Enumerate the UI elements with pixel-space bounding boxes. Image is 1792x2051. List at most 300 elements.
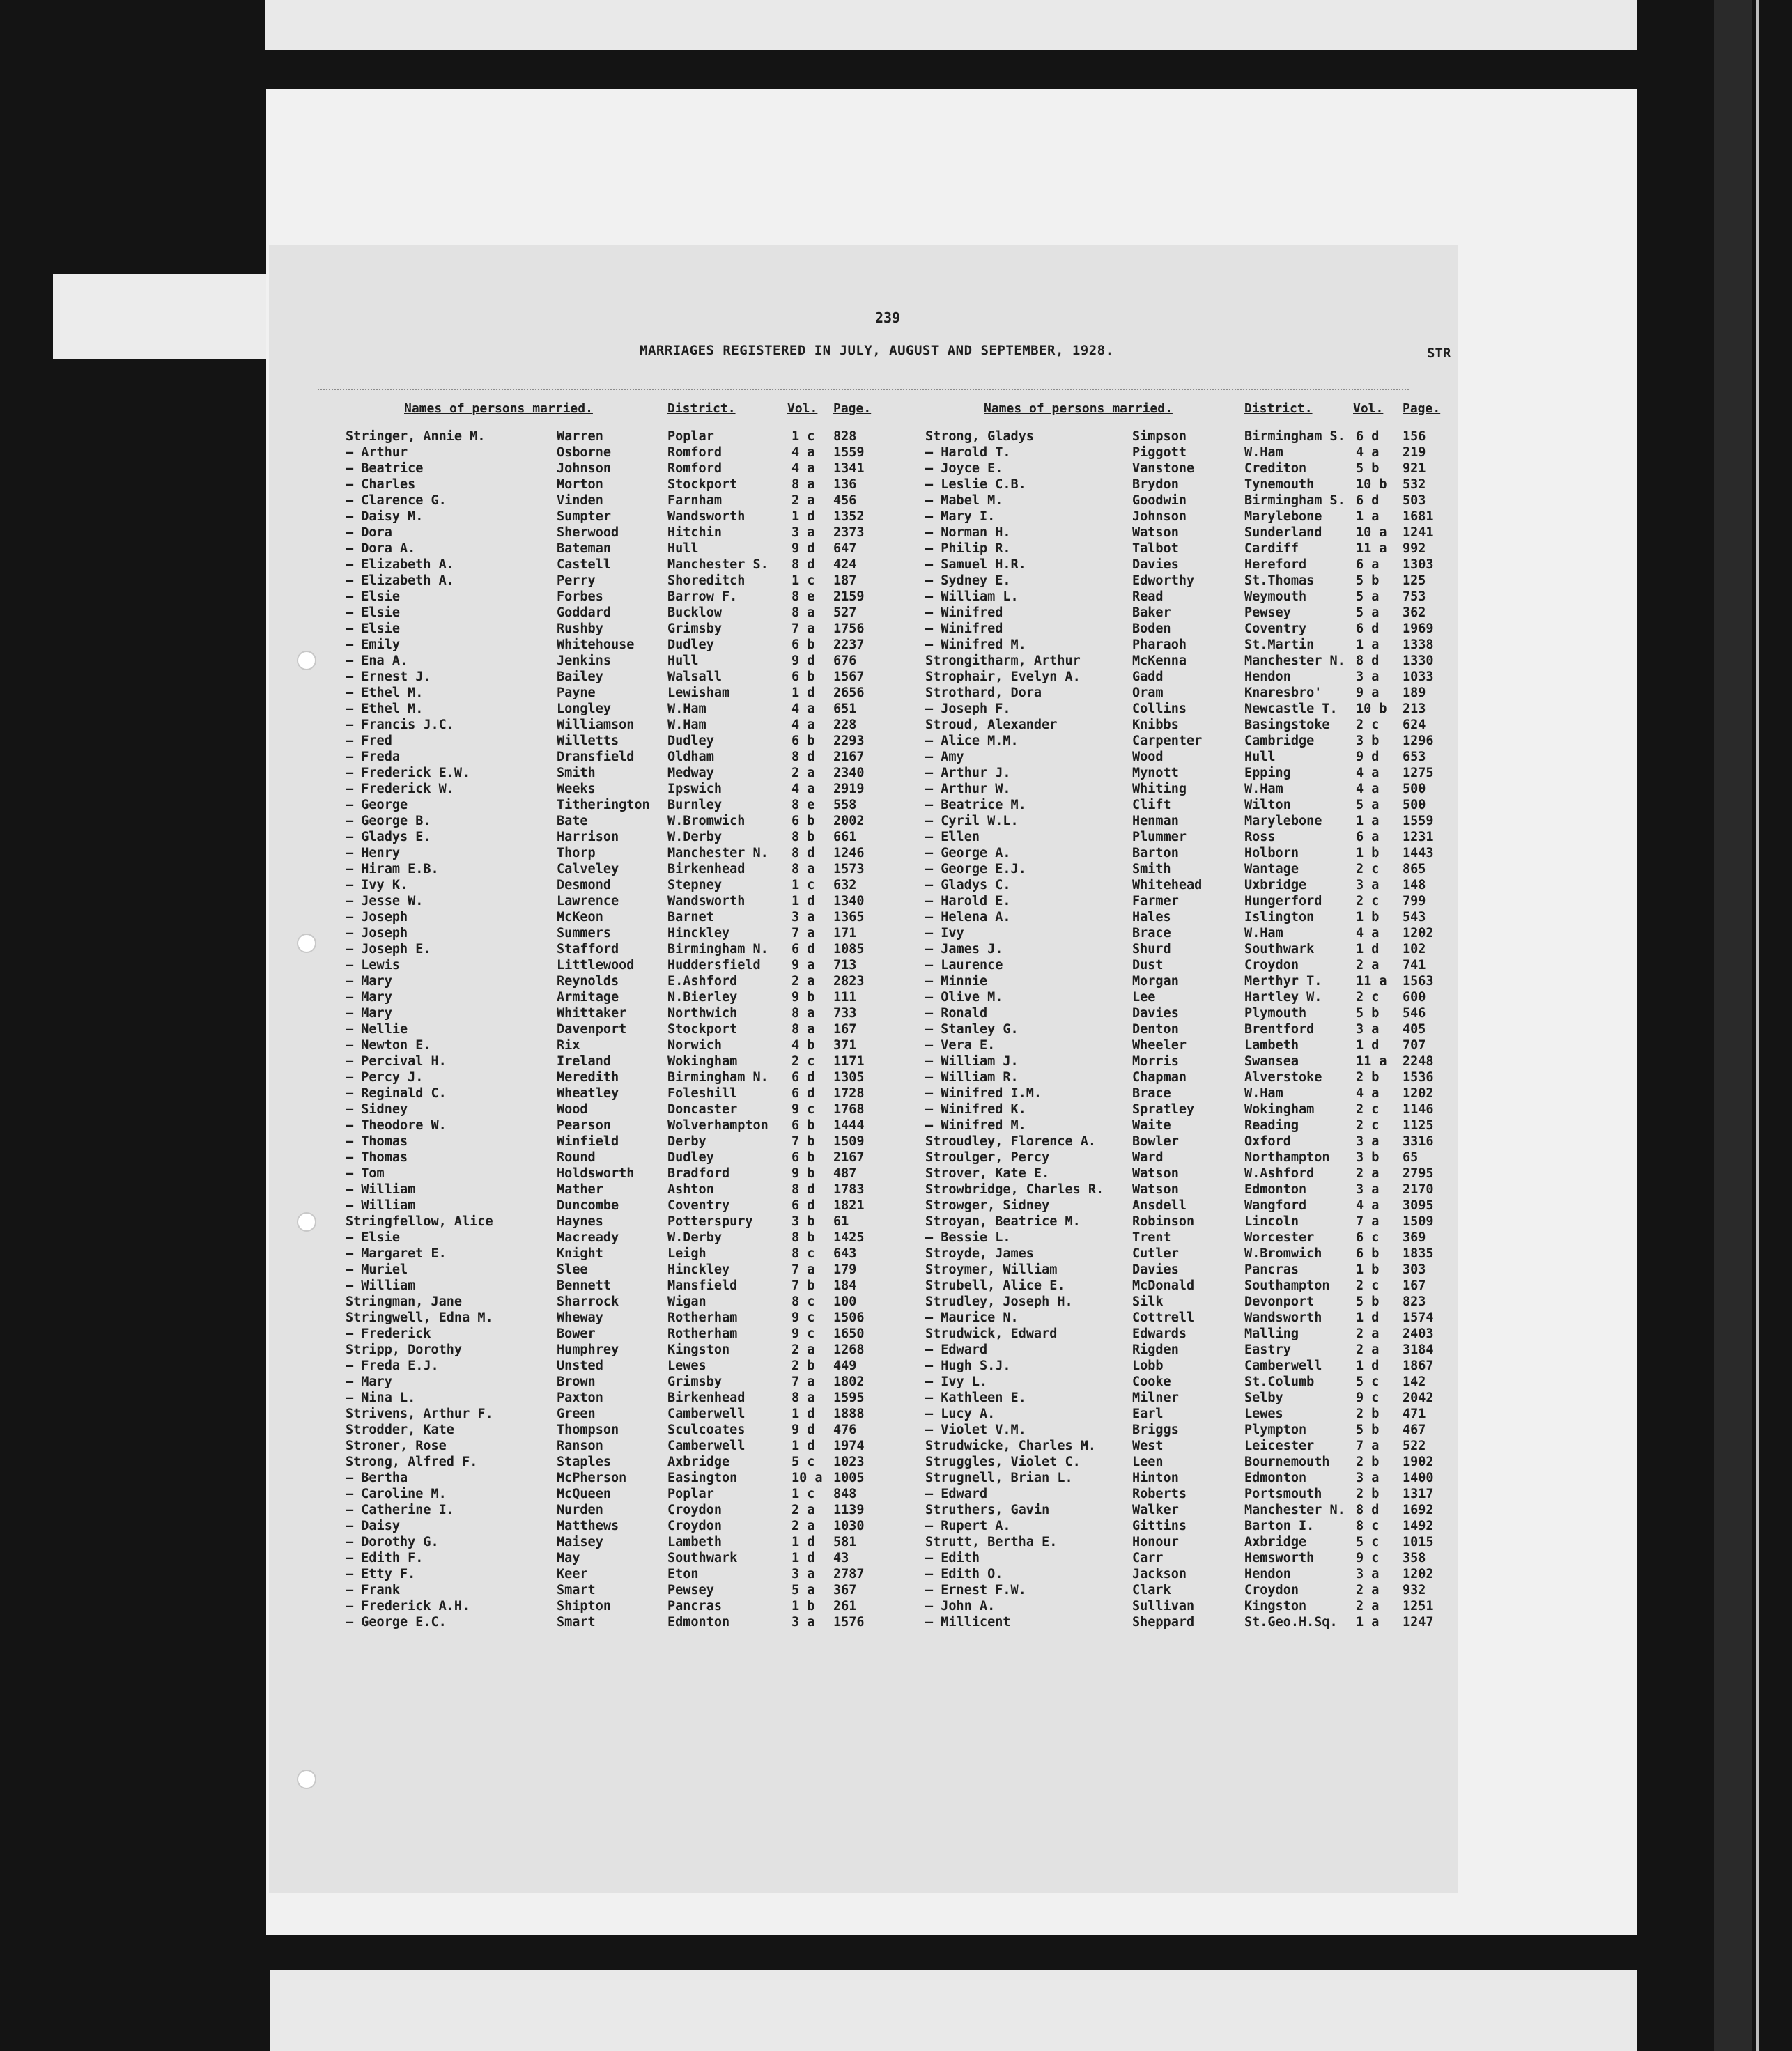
volume: 1 d xyxy=(1356,1359,1380,1373)
volume: 11 a xyxy=(1356,1054,1387,1069)
entry-name: — William R. xyxy=(925,1070,1019,1085)
page-ref: 171 xyxy=(833,926,857,941)
page-ref: 2002 xyxy=(833,814,865,828)
spouse-surname: Pharaoh xyxy=(1132,637,1187,652)
volume: 2 a xyxy=(791,1342,815,1357)
page-ref: 1247 xyxy=(1403,1615,1434,1630)
entry-name: — George E.C. xyxy=(346,1615,447,1630)
spouse-surname: Jenkins xyxy=(557,653,611,668)
spouse-surname: Rix xyxy=(557,1038,580,1053)
spouse-surname: Perry xyxy=(557,573,596,588)
spouse-surname: Lawrence xyxy=(557,894,619,908)
district: Foleshill xyxy=(667,1086,738,1101)
spouse-surname: Briggs xyxy=(1132,1423,1179,1437)
page-ref: 1246 xyxy=(833,846,865,860)
district: Edmonton xyxy=(1244,1471,1307,1485)
entry-name: — Samuel H.R. xyxy=(925,557,1026,572)
district: Croydon xyxy=(667,1519,722,1533)
entry-name: Strugnell, Brian L. xyxy=(925,1471,1073,1485)
spouse-surname: Holdsworth xyxy=(557,1166,635,1181)
page-ref: 1444 xyxy=(833,1118,865,1133)
spouse-surname: Farmer xyxy=(1132,894,1179,908)
district: Medway xyxy=(667,766,714,780)
page-ref: 651 xyxy=(833,702,857,716)
entry-name: — Millicent xyxy=(925,1615,1011,1630)
entry-name: — Catherine I. xyxy=(346,1503,454,1517)
page-ref: 1400 xyxy=(1403,1471,1434,1485)
spouse-surname: Calveley xyxy=(557,862,619,876)
page-ref: 3184 xyxy=(1403,1342,1434,1357)
district: Croydon xyxy=(667,1503,722,1517)
volume: 9 b xyxy=(791,990,815,1005)
volume: 9 c xyxy=(791,1326,815,1341)
page-ref: 1251 xyxy=(1403,1599,1434,1613)
entry-name: Strivens, Arthur F. xyxy=(346,1407,493,1421)
entry-name: — Edith xyxy=(925,1551,980,1565)
entry-name: — Philip R. xyxy=(925,541,1011,556)
entry-name: — Percy J. xyxy=(346,1070,424,1085)
volume: 1 d xyxy=(791,1439,815,1453)
page-ref: 3316 xyxy=(1403,1134,1434,1149)
spouse-surname: Payne xyxy=(557,686,596,700)
spouse-surname: Barton xyxy=(1132,846,1179,860)
spouse-surname: Milner xyxy=(1132,1391,1179,1405)
district: Reading xyxy=(1244,1118,1299,1133)
entry-name: — Emily xyxy=(346,637,400,652)
district: Birmingham N. xyxy=(667,942,768,957)
names-header: Names of persons married. xyxy=(984,401,1173,416)
film-edge xyxy=(1714,0,1752,2051)
page-ref: 1681 xyxy=(1403,509,1434,524)
district: Derby xyxy=(667,1134,706,1149)
spouse-surname: McDonald xyxy=(1132,1278,1195,1293)
page-ref: 1443 xyxy=(1403,846,1434,860)
volume: 8 e xyxy=(791,798,815,812)
spouse-surname: Cooke xyxy=(1132,1375,1171,1389)
entry-name: — Daisy M. xyxy=(346,509,424,524)
volume: 6 b xyxy=(791,734,815,748)
volume: 4 a xyxy=(1356,782,1380,796)
volume: 1 d xyxy=(1356,942,1380,957)
entry-name: — Cyril W.L. xyxy=(925,814,1019,828)
district: Wolverhampton xyxy=(667,1118,768,1133)
spouse-surname: Watson xyxy=(1132,1182,1179,1197)
district: Worcester xyxy=(1244,1230,1315,1245)
spouse-surname: Shurd xyxy=(1132,942,1171,957)
district-header: District. xyxy=(667,401,736,416)
entry-name: — Jesse W. xyxy=(346,894,424,908)
spouse-surname: Baker xyxy=(1132,605,1171,620)
district: Alverstoke xyxy=(1244,1070,1322,1085)
spouse-surname: Matthews xyxy=(557,1519,619,1533)
district: W.Bromwich xyxy=(1244,1246,1322,1261)
district: Manchester N. xyxy=(1244,1503,1345,1517)
entry-name: — Mary xyxy=(346,1006,392,1021)
page-ref: 1241 xyxy=(1403,525,1434,540)
volume: 8 d xyxy=(1356,653,1380,668)
entry-name: — Frederick A.H. xyxy=(346,1599,470,1613)
spouse-surname: Boden xyxy=(1132,621,1171,636)
entry-name: — Elsie xyxy=(346,621,400,636)
page-ref: 1768 xyxy=(833,1102,865,1117)
page-ref: 1268 xyxy=(833,1342,865,1357)
page-ref: 65 xyxy=(1403,1150,1419,1165)
header-rule xyxy=(318,389,1409,390)
volume: 2 c xyxy=(1356,1278,1380,1293)
volume: 1 d xyxy=(791,1535,815,1549)
page-ref: 1296 xyxy=(1403,734,1434,748)
district: W.Ham xyxy=(1244,445,1283,460)
spouse-surname: Staples xyxy=(557,1455,611,1469)
district: Wokingham xyxy=(667,1054,738,1069)
page-ref: 2248 xyxy=(1403,1054,1434,1069)
spouse-surname: Watson xyxy=(1132,525,1179,540)
volume: 4 a xyxy=(1356,445,1380,460)
district: Edmonton xyxy=(667,1615,730,1630)
spouse-surname: Ansdell xyxy=(1132,1198,1187,1213)
district: Shoreditch xyxy=(667,573,746,588)
page-ref: 865 xyxy=(1403,862,1426,876)
volume: 9 a xyxy=(791,958,815,973)
entry-name: — Dora A. xyxy=(346,541,416,556)
spouse-surname: Trent xyxy=(1132,1230,1171,1245)
page-ref: 1425 xyxy=(833,1230,865,1245)
volume: 5 b xyxy=(1356,461,1380,476)
entry-name: — Beatrice M. xyxy=(925,798,1026,812)
volume: 9 c xyxy=(1356,1391,1380,1405)
district: Pewsey xyxy=(667,1583,714,1597)
punch-hole xyxy=(297,651,316,670)
volume: 4 a xyxy=(1356,1086,1380,1101)
volume: 1 c xyxy=(791,573,815,588)
district: Northwich xyxy=(667,1006,738,1021)
page-number: 239 xyxy=(875,309,901,326)
page-ref: 848 xyxy=(833,1487,857,1501)
page-header: Page. xyxy=(1403,401,1441,416)
spouse-surname: Lobb xyxy=(1132,1359,1164,1373)
spouse-surname: Bate xyxy=(557,814,588,828)
volume: 5 a xyxy=(1356,798,1380,812)
volume: 6 d xyxy=(791,1070,815,1085)
spouse-surname: Bowler xyxy=(1132,1134,1179,1149)
page-ref: 1888 xyxy=(833,1407,865,1421)
volume: 2 a xyxy=(1356,1599,1380,1613)
district: Barrow F. xyxy=(667,589,738,604)
spouse-surname: Whiting xyxy=(1132,782,1187,796)
spouse-surname: Hinton xyxy=(1132,1471,1179,1485)
entry-name: — Joseph xyxy=(346,910,408,924)
spouse-surname: Ward xyxy=(1132,1150,1164,1165)
district: Hendon xyxy=(1244,670,1291,684)
entry-name: — Daisy xyxy=(346,1519,400,1533)
spouse-surname: Longley xyxy=(557,702,611,716)
volume: 3 b xyxy=(791,1214,815,1229)
spouse-surname: Smart xyxy=(557,1583,596,1597)
spouse-surname: Meredith xyxy=(557,1070,619,1085)
page-ref: 1033 xyxy=(1403,670,1434,684)
page-ref: 1352 xyxy=(833,509,865,524)
volume: 4 a xyxy=(1356,1198,1380,1213)
spouse-surname: Sharrock xyxy=(557,1294,619,1309)
page-ref: 1330 xyxy=(1403,653,1434,668)
page-ref: 456 xyxy=(833,493,857,508)
spouse-surname: Oram xyxy=(1132,686,1164,700)
volume: 8 a xyxy=(791,1006,815,1021)
volume: 2 c xyxy=(1356,1102,1380,1117)
entry-name: — Harold E. xyxy=(925,894,1011,908)
district: Bucklow xyxy=(667,605,722,620)
entry-name: — William xyxy=(346,1198,416,1213)
spouse-surname: Honour xyxy=(1132,1535,1179,1549)
page-ref: 189 xyxy=(1403,686,1426,700)
entry-name: Struggles, Violet C. xyxy=(925,1455,1081,1469)
spouse-surname: Talbot xyxy=(1132,541,1179,556)
entry-name: — Frank xyxy=(346,1583,400,1597)
spouse-surname: Sherwood xyxy=(557,525,619,540)
entry-name: — Mary xyxy=(346,990,392,1005)
spouse-surname: Watson xyxy=(1132,1166,1179,1181)
page-ref: 303 xyxy=(1403,1262,1426,1277)
page-ref: 1275 xyxy=(1403,766,1434,780)
entry-name: — Joyce E. xyxy=(925,461,1003,476)
entry-name: — George xyxy=(346,798,408,812)
volume: 1 c xyxy=(791,429,815,444)
volume: 1 d xyxy=(791,894,815,908)
entry-name: — Dorothy G. xyxy=(346,1535,439,1549)
spouse-surname: Clark xyxy=(1132,1583,1171,1597)
page-ref: 624 xyxy=(1403,718,1426,732)
spouse-surname: Green xyxy=(557,1407,596,1421)
district: Farnham xyxy=(667,493,722,508)
page-ref: 500 xyxy=(1403,798,1426,812)
entry-name: — Margaret E. xyxy=(346,1246,447,1261)
spouse-surname: Willetts xyxy=(557,734,619,748)
district: W.Ashford xyxy=(1244,1166,1315,1181)
volume: 5 a xyxy=(1356,589,1380,604)
district: Poplar xyxy=(667,429,714,444)
page-ref: 1341 xyxy=(833,461,865,476)
volume: 3 b xyxy=(1356,1150,1380,1165)
entry-name: Stringman, Jane xyxy=(346,1294,463,1309)
district: Sculcoates xyxy=(667,1423,746,1437)
page-ref: 1821 xyxy=(833,1198,865,1213)
page-ref: 102 xyxy=(1403,942,1426,957)
entry-name: — Leslie C.B. xyxy=(925,477,1026,492)
volume: 3 b xyxy=(1356,734,1380,748)
spouse-surname: Johnson xyxy=(1132,509,1187,524)
spouse-surname: Hales xyxy=(1132,910,1171,924)
district: Birmingham S. xyxy=(1244,493,1345,508)
volume: 6 b xyxy=(791,1118,815,1133)
volume: 11 a xyxy=(1356,974,1387,989)
entry-name: — Elsie xyxy=(346,1230,400,1245)
district: Birkenhead xyxy=(667,862,746,876)
volume: 2 c xyxy=(1356,862,1380,876)
entry-name: — Percival H. xyxy=(346,1054,447,1069)
district: Coventry xyxy=(1244,621,1307,636)
entry-name: — Edward xyxy=(925,1487,988,1501)
entry-name: — Thomas xyxy=(346,1134,408,1149)
district: Lewisham xyxy=(667,686,730,700)
district: Bournemouth xyxy=(1244,1455,1330,1469)
entry-name: — Stanley G. xyxy=(925,1022,1019,1037)
entry-name: — William xyxy=(346,1278,416,1293)
page-ref: 500 xyxy=(1403,782,1426,796)
district: Poplar xyxy=(667,1487,714,1501)
punch-hole xyxy=(297,1212,316,1232)
spouse-surname: Gadd xyxy=(1132,670,1164,684)
entry-name: — Ethel M. xyxy=(346,702,424,716)
spouse-surname: Mather xyxy=(557,1182,603,1197)
spouse-surname: Duncombe xyxy=(557,1198,619,1213)
district: Hemsworth xyxy=(1244,1551,1315,1565)
entry-name: Strophair, Evelyn A. xyxy=(925,670,1081,684)
page-ref: 1139 xyxy=(833,1503,865,1517)
entry-name: Stripp, Dorothy xyxy=(346,1342,463,1357)
district: Hereford xyxy=(1244,557,1307,572)
volume: 6 a xyxy=(1356,557,1380,572)
entry-name: — Gladys E. xyxy=(346,830,431,844)
entry-name: — Hugh S.J. xyxy=(925,1359,1011,1373)
page-ref: 61 xyxy=(833,1214,849,1229)
district: W.Ham xyxy=(1244,782,1283,796)
page-ref: 358 xyxy=(1403,1551,1426,1565)
volume: 4 a xyxy=(791,718,815,732)
district: Uxbridge xyxy=(1244,878,1307,892)
volume: 4 a xyxy=(791,702,815,716)
district: Camberwell xyxy=(1244,1359,1322,1373)
entry-name: Strodder, Kate xyxy=(346,1423,454,1437)
entry-name: — Norman H. xyxy=(925,525,1011,540)
page-ref: 261 xyxy=(833,1599,857,1613)
district: Northampton xyxy=(1244,1150,1330,1165)
district: Romford xyxy=(667,445,722,460)
page-ref: 2237 xyxy=(833,637,865,652)
volume: 10 a xyxy=(1356,525,1387,540)
district: Ashton xyxy=(667,1182,714,1197)
volume: 5 c xyxy=(791,1455,815,1469)
spouse-surname: Leen xyxy=(1132,1455,1164,1469)
page-ref: 184 xyxy=(833,1278,857,1293)
district: Lincoln xyxy=(1244,1214,1299,1229)
page-ref: 1338 xyxy=(1403,637,1434,652)
spouse-surname: Edworthy xyxy=(1132,573,1195,588)
spouse-surname: McQueen xyxy=(557,1487,611,1501)
entry-name: — Muriel xyxy=(346,1262,408,1277)
volume: 9 d xyxy=(1356,750,1380,764)
spouse-surname: Armitage xyxy=(557,990,619,1005)
page-ref: 753 xyxy=(1403,589,1426,604)
entry-name: — Mary I. xyxy=(925,509,996,524)
spouse-surname: Brace xyxy=(1132,926,1171,941)
spouse-surname: Vanstone xyxy=(1132,461,1195,476)
volume: 8 d xyxy=(791,750,815,764)
volume: 6 d xyxy=(1356,493,1380,508)
district: Plymouth xyxy=(1244,1006,1307,1021)
volume: 2 a xyxy=(1356,1583,1380,1597)
page-ref: 449 xyxy=(833,1359,857,1373)
volume: 2 c xyxy=(1356,1118,1380,1133)
page-ref: 707 xyxy=(1403,1038,1426,1053)
page-ref: 653 xyxy=(1403,750,1426,764)
district: Crediton xyxy=(1244,461,1307,476)
district: Lambeth xyxy=(1244,1038,1299,1053)
entry-name: — Francis J.C. xyxy=(346,718,454,732)
volume: 8 c xyxy=(1356,1519,1380,1533)
volume: 8 a xyxy=(791,477,815,492)
district: Barton I. xyxy=(1244,1519,1315,1533)
district: Basingstoke xyxy=(1244,718,1330,732)
spouse-surname: Shipton xyxy=(557,1599,611,1613)
spouse-surname: Morris xyxy=(1132,1054,1179,1069)
spouse-surname: Goodwin xyxy=(1132,493,1187,508)
district: Barnet xyxy=(667,910,714,924)
page-ref: 43 xyxy=(833,1551,849,1565)
district: Rotherham xyxy=(667,1326,738,1341)
entry-name: — Ronald xyxy=(925,1006,988,1021)
volume: 3 a xyxy=(791,1567,815,1581)
district: W.Derby xyxy=(667,830,722,844)
page-ref: 213 xyxy=(1403,702,1426,716)
spouse-surname: Desmond xyxy=(557,878,611,892)
spouse-surname: Wood xyxy=(557,1102,588,1117)
spouse-surname: Smith xyxy=(557,766,596,780)
page-ref: 1559 xyxy=(833,445,865,460)
volume: 6 c xyxy=(1356,1230,1380,1245)
entry-name: — Newton E. xyxy=(346,1038,431,1053)
spouse-surname: Cutler xyxy=(1132,1246,1179,1261)
volume: 8 d xyxy=(791,846,815,860)
entry-name: — Bertha xyxy=(346,1471,408,1485)
spouse-surname: Piggott xyxy=(1132,445,1187,460)
spouse-surname: Dransfield xyxy=(557,750,635,764)
district: Camberwell xyxy=(667,1407,746,1421)
entry-name: — Minnie xyxy=(925,974,988,989)
district: Coventry xyxy=(667,1198,730,1213)
volume: 6 b xyxy=(791,637,815,652)
entry-name: — Ernest J. xyxy=(346,670,431,684)
district: Axbridge xyxy=(1244,1535,1307,1549)
district: Islington xyxy=(1244,910,1315,924)
entry-name: Stroudley, Florence A. xyxy=(925,1134,1097,1149)
district: Portsmouth xyxy=(1244,1487,1322,1501)
district: Eton xyxy=(667,1567,699,1581)
spouse-surname: Nurden xyxy=(557,1503,603,1517)
district: Manchester S. xyxy=(667,557,768,572)
district: Walsall xyxy=(667,670,722,684)
spouse-surname: Pearson xyxy=(557,1118,611,1133)
district: Hull xyxy=(667,653,699,668)
volume: 2 a xyxy=(791,1519,815,1533)
spouse-surname: Sumpter xyxy=(557,509,611,524)
entry-name: — Bessie L. xyxy=(925,1230,1011,1245)
volume: 1 c xyxy=(791,878,815,892)
film-edge-line xyxy=(1756,0,1759,2051)
spouse-surname: Reynolds xyxy=(557,974,619,989)
district: Croydon xyxy=(1244,1583,1299,1597)
entry-name: — Nellie xyxy=(346,1022,408,1037)
district: Newcastle T. xyxy=(1244,702,1338,716)
entry-name: Stroner, Rose xyxy=(346,1439,447,1453)
page-ref: 405 xyxy=(1403,1022,1426,1037)
spouse-surname: Whitehead xyxy=(1132,878,1203,892)
volume: 3 a xyxy=(1356,670,1380,684)
entry-name: — Winifred K. xyxy=(925,1102,1026,1117)
spouse-surname: Humphrey xyxy=(557,1342,619,1357)
spouse-surname: Williamson xyxy=(557,718,635,732)
entry-name: — Vera E. xyxy=(925,1038,996,1053)
page-ref: 219 xyxy=(1403,445,1426,460)
